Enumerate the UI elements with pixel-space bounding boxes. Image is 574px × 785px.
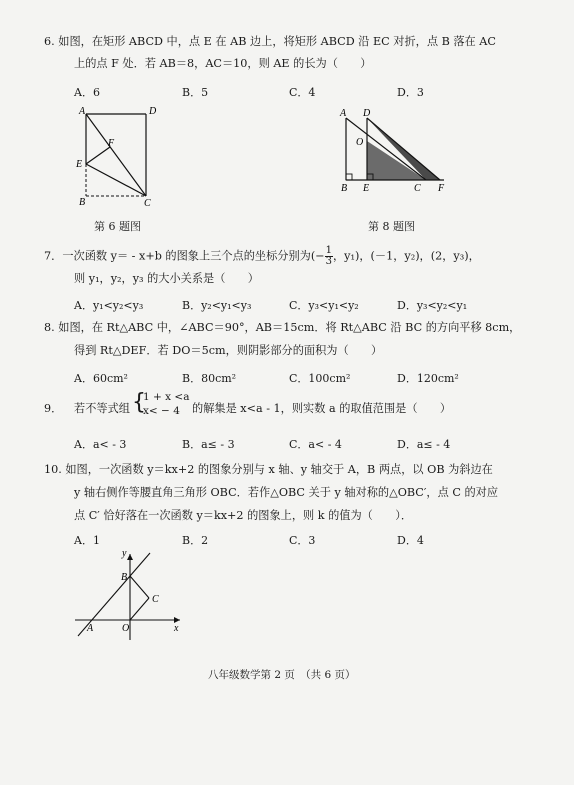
fig6-label-d: D (149, 106, 157, 117)
q7-option-d: D．y₃<y₂<y₁ (397, 299, 468, 312)
q7-option-b: B．y₂<y₁<y₃ (182, 299, 252, 312)
q10-line3: 点 C′ 恰好落在一次函数 y＝kx+2 的图象上，则 k 的值为（ ）． (74, 509, 413, 522)
q8-line1: 如图，在 Rt△ABC 中，∠ABC＝90°，AB＝15cm．将 Rt△ABC 沿 BC 的方向平移 8cm， (58, 321, 521, 334)
q7-frac-den: 3 (325, 256, 332, 267)
q10-line1: 如图，一次函数 y＝kx+2 的图象分别与 x 轴、y 轴交于 A，B 两点，以 OB 为斜边在 (65, 463, 493, 476)
figure-10-diagram (70, 548, 185, 643)
q9-number: 9． (44, 402, 63, 415)
q8-text-line1 (44, 320, 520, 335)
fig6-label-e: E (76, 159, 83, 170)
fig6-label-a: A (79, 106, 86, 117)
fig8-label-f: F (438, 183, 445, 194)
fig8-label-a: A (340, 108, 347, 119)
q9-option-b: B．a≤ - 3 (182, 438, 235, 451)
figure-8-caption: 第 8 题图 (368, 220, 415, 233)
fig8-label-o: O (356, 137, 364, 148)
q10-text-line1 (44, 462, 493, 477)
q7-number: 7． (44, 249, 63, 263)
fig8-label-d: D (363, 108, 371, 119)
q6-line1: 如图，在矩形 ABCD 中，点 E 在 AB 边上，将矩形 ABCD 沿 EC 对折，点 B 落在 AC (58, 35, 496, 48)
q6-option-d: D．3 (397, 86, 424, 99)
q10-option-d: D．4 (397, 534, 424, 547)
fig10-label-o: O (122, 623, 130, 634)
page-footer: 八年级数学第 2 页 （共 6 页） (208, 669, 356, 681)
fig8-label-b: B (341, 183, 348, 194)
q8-number: 8. (44, 321, 55, 334)
fig6-label-b: B (79, 197, 86, 208)
q7-option-a: A．y₁<y₂<y₃ (74, 299, 144, 312)
q10-option-a: A．1 (74, 534, 100, 547)
q7-fraction (325, 246, 333, 267)
q6-option-a: A．6 (74, 86, 100, 99)
q9-option-a: A．a< - 3 (74, 438, 127, 451)
figure-6-caption: 第 6 题图 (94, 220, 141, 233)
fig10-label-x: x (174, 623, 179, 634)
q6-number: 6. (44, 35, 55, 48)
figure-8-diagram (330, 104, 455, 194)
q9-post: 的解集是 x<a - 1，则实数 a 的取值范围是（ ） (192, 402, 452, 415)
q8-option-a: A．60cm² (74, 372, 128, 385)
q9-pre: 若不等式组 (74, 402, 130, 415)
q6-text-line1 (44, 34, 496, 49)
q10-option-b: B．2 (182, 534, 209, 547)
q8-option-b: B．80cm² (182, 372, 237, 385)
q8-line2: 得到 Rt△DEF．若 DO＝5cm，则阴影部分的面积为（ ） (74, 344, 383, 357)
q7-frac-num: 1 (325, 245, 332, 256)
q9-option-d: D．a≤ - 4 (397, 438, 451, 451)
fig8-label-e: E (363, 183, 370, 194)
q10-line2: y 轴右侧作等腰直角三角形 OBC．若作△OBC 关于 y 轴对称的△OBC′，点 C 的对应 (74, 486, 499, 499)
q7-option-c: C．y₃<y₁<y₂ (289, 299, 359, 312)
figure-6-diagram (60, 104, 170, 208)
q6-option-c: C．4 (289, 86, 316, 99)
q9-brace: { (132, 390, 146, 415)
q7-line1 (44, 246, 480, 267)
fig10-label-a: A (87, 623, 94, 634)
q7-line2: 则 y₁，y₂，y₃ 的大小关系是（ ） (74, 272, 259, 285)
q10-number: 10. (44, 463, 62, 476)
q8-option-c: C．100cm² (289, 372, 351, 385)
q7-line1-pre: 一次函数 y＝ - x+b 的图象上三个点的坐标分别为(− (62, 249, 325, 263)
fig10-label-c: C (152, 594, 159, 605)
q9-row1: 1 + x <a (143, 391, 190, 403)
q6-line2: 上的点 F 处．若 AB＝8，AC＝10，则 AE 的长为（ ） (74, 57, 372, 70)
fig10-label-y: y (122, 548, 127, 559)
q6-option-b: B．5 (182, 86, 209, 99)
fig8-label-c: C (414, 183, 421, 194)
q9-option-c: C．a< - 4 (289, 438, 342, 451)
fig6-label-f: F (108, 138, 115, 149)
fig10-label-b: B (121, 572, 128, 583)
q9-row2: x< − 4 (143, 405, 180, 417)
q8-option-d: D．120cm² (397, 372, 459, 385)
q7-line1-post: ，y₁)，(－1，y₂)，(2，y₃)， (332, 249, 480, 263)
q10-option-c: C．3 (289, 534, 316, 547)
fig6-label-c: C (144, 198, 151, 208)
